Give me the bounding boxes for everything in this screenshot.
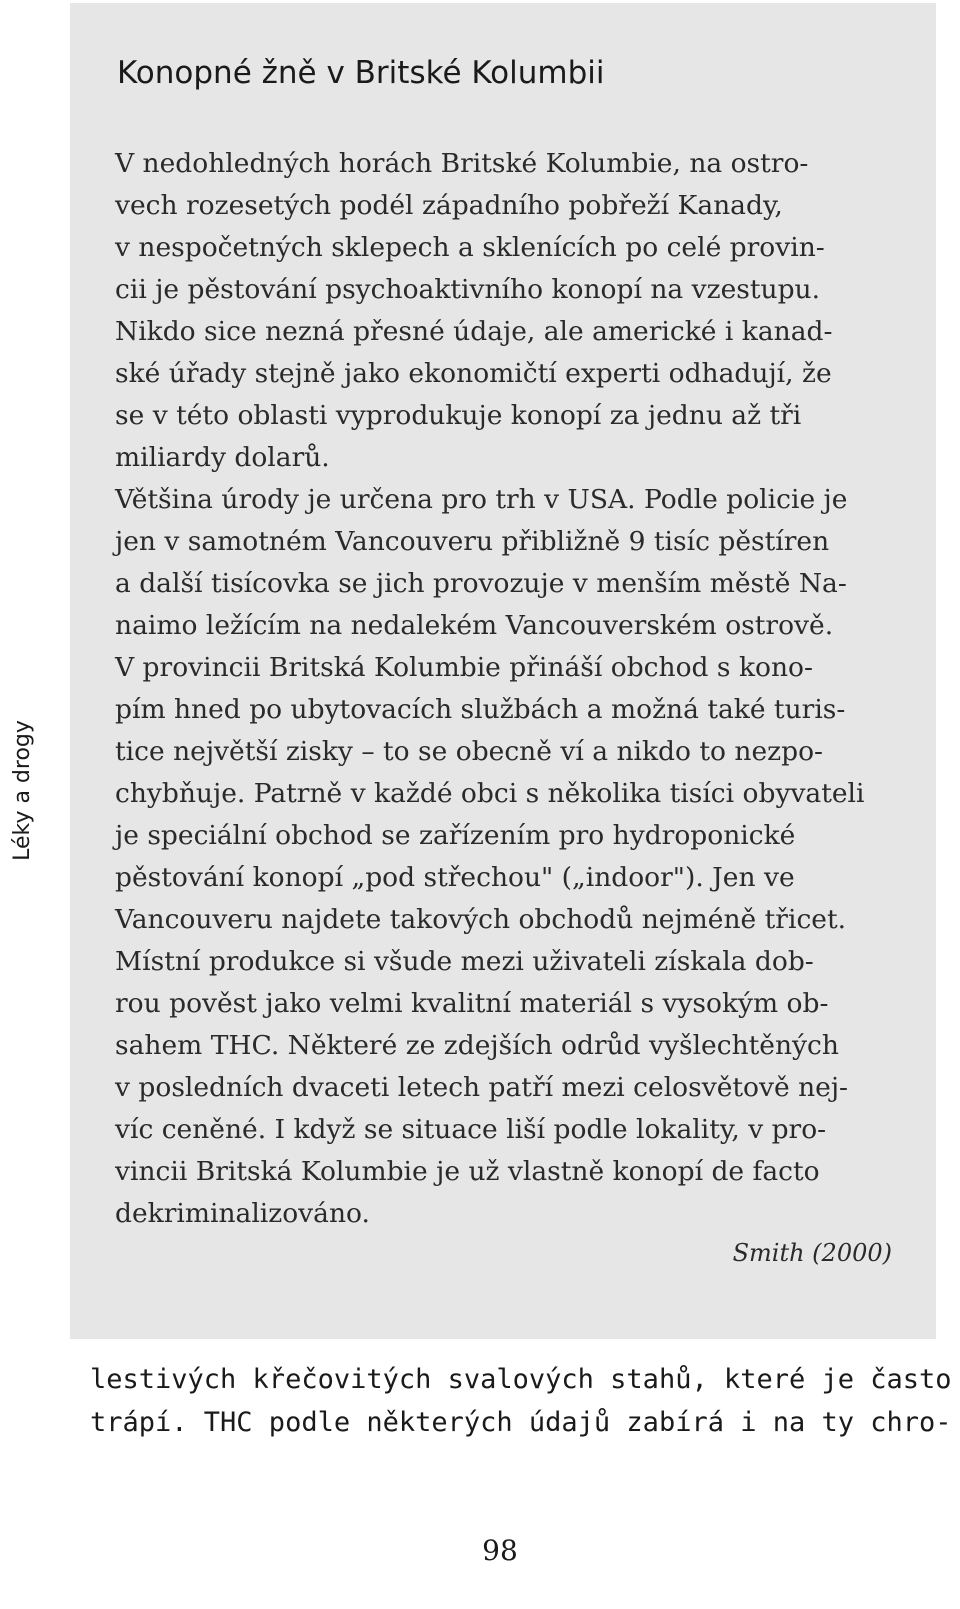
sidebar-box: [70, 3, 936, 1339]
body-text: [90, 1358, 952, 1444]
box-text-line: vech rozesetých podél západního pobřeží Kanady,: [115, 190, 783, 221]
box-text-line: V nedohledných horách Britské Kolumbie, na ostro-: [115, 148, 809, 179]
box-text-line: ské úřady stejně jako ekonomičtí experti odhadují, že: [115, 358, 832, 389]
box-text-line: sahem THC. Některé ze zdejších odrůd vyšlechtěných: [115, 1030, 839, 1061]
citation: Smith (2000): [732, 1239, 892, 1267]
box-text-line: jen v samotném Vancouveru přibližně 9 tisíc pěstíren: [115, 526, 830, 557]
body-text-line: trápí. THC podle některých údajů zabírá i na ty chro-: [90, 1407, 952, 1438]
box-text-line: Místní produkce si všude mezi uživateli získala dob-: [115, 946, 814, 977]
box-text-line: Nikdo sice nezná přesné údaje, ale americké i kanad-: [115, 316, 833, 347]
page-number: 98: [482, 1534, 518, 1567]
box-text-line: v posledních dvaceti letech patří mezi celosvětově nej-: [115, 1072, 848, 1103]
box-text-line: Vancouveru najdete takových obchodů nejméně třicet.: [115, 904, 847, 935]
box-text-line: miliardy dolarů.: [115, 442, 330, 473]
body-text-line: lestivých křečovitých svalových stahů, které je často: [90, 1364, 952, 1395]
box-text-line: chybňuje. Patrně v každé obci s několika tisíci obyvateli: [115, 778, 865, 809]
box-text-line: Většina úrody je určena pro trh v USA. Podle policie je: [115, 484, 848, 515]
box-text-line: naimo ležícím na nedalekém Vancouverském ostrově.: [115, 610, 834, 641]
box-text-line: tice největší zisky – to se obecně ví a nikdo to nezpo-: [115, 736, 823, 767]
box-text-line: v nespočetných sklepech a sklenících po celé provin-: [115, 232, 825, 263]
box-text-line: dekriminalizováno.: [115, 1198, 370, 1229]
box-text-line: se v této oblasti vyprodukuje konopí za jednu až tři: [115, 400, 802, 431]
section-side-label-text: Léky a drogy: [9, 719, 35, 861]
box-text: [115, 143, 905, 1235]
box-text-line: cii je pěstování psychoaktivního konopí na vzestupu.: [115, 274, 821, 305]
box-text-line: víc ceněné. I když se situace liší podle lokality, v pro-: [115, 1114, 827, 1145]
box-text-line: je speciální obchod se zařízením pro hydroponické: [115, 820, 796, 851]
box-title: Konopné žně v Britské Kolumbii: [117, 55, 605, 91]
box-text-line: rou pověst jako velmi kvalitní materiál s vysokým ob-: [115, 988, 829, 1019]
box-text-line: vincii Britská Kolumbie je už vlastně konopí de facto: [115, 1156, 820, 1187]
section-side-label: [2, 690, 42, 890]
box-text-line: pím hned po ubytovacích službách a možná také turis-: [115, 694, 846, 725]
box-text-line: pěstování konopí „pod střechou" („indoor"). Jen ve: [115, 862, 795, 893]
box-text-line: V provincii Britská Kolumbie přináší obchod s kono-: [115, 652, 813, 683]
box-text-line: a další tisícovka se jich provozuje v menším městě Na-: [115, 568, 847, 599]
